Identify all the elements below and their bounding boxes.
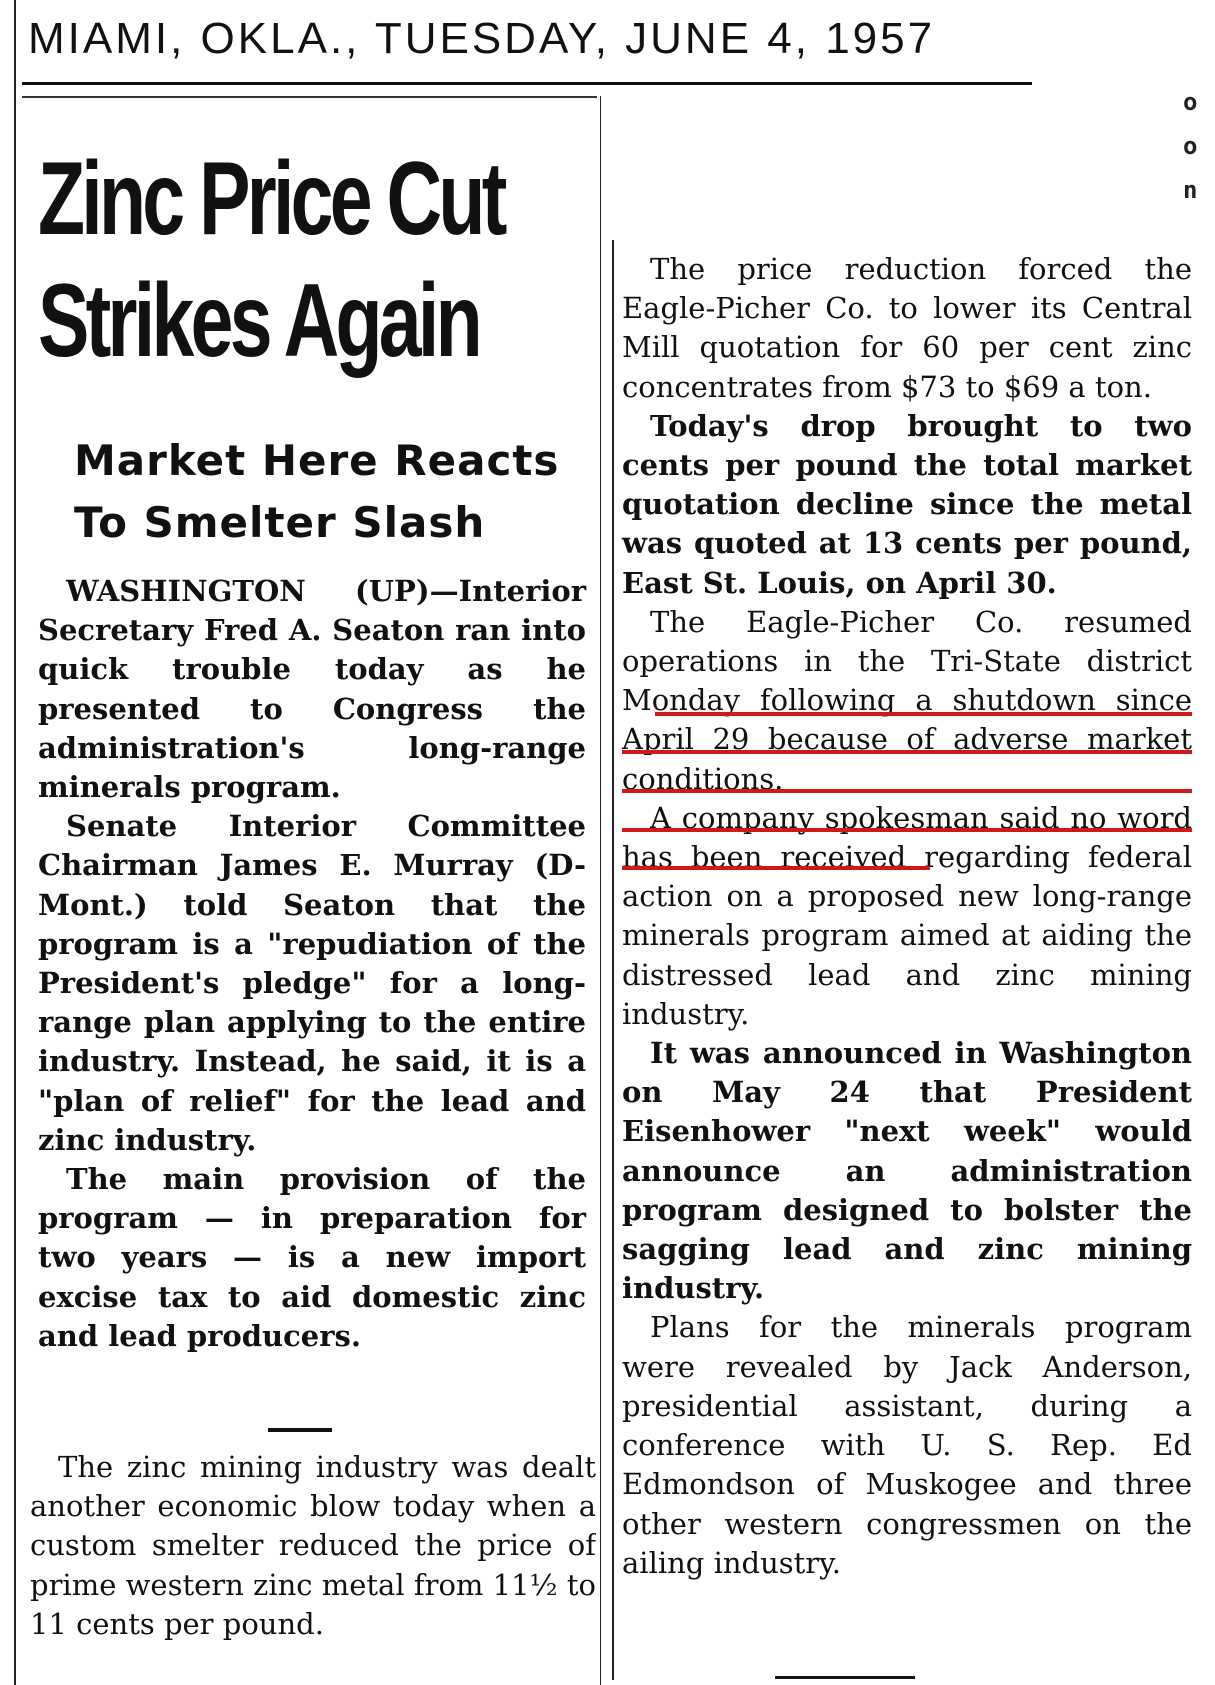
paragraph: The price reduction forced the Eagle-Picher Co. to lower its Central Mill quotation for 60 per cent zinc concentrates from $73 to $69 a ton. bbox=[622, 252, 1192, 404]
paragraph-bold: Today's drop brought to two cents per pound the total market quotation decline since the metal was quoted at 13 cents per pound, East St. Louis, on April 30. bbox=[622, 408, 1192, 600]
paragraph-lead: WASHINGTON (UP)—Interior Secretary Fred A. Seaton ran into quick trouble today as he presented to Congress the administration's long-range minerals program. bbox=[38, 574, 586, 805]
highlight-underline bbox=[622, 789, 1192, 793]
subheadline bbox=[74, 430, 594, 554]
right-column-rule bbox=[612, 240, 614, 1680]
paragraph: A company spokesman said no word has been received regarding federal action on a proposed new long-range minerals program aimed at aiding the distressed lead and zinc mining industry. bbox=[622, 800, 1192, 1031]
left-column-regular bbox=[30, 1448, 596, 1678]
column-divider bbox=[600, 96, 601, 1685]
highlight-underline bbox=[655, 712, 1192, 716]
paragraph: Senate Interior Committee Chairman James E. Murray (D-Mont.) told Seaton that the program is a "repudiation of the President's pledge" for a long-range plan applying to the entire industry. Instead, he said, it is a "plan of relief" for the lead and zinc industry. bbox=[38, 809, 586, 1157]
highlighted-paragraph: The Eagle-Picher Co. resumed operations in the Tri-State district Monday following a shutdown since April 29 because of adverse market conditions. bbox=[622, 604, 1192, 796]
section-dash bbox=[268, 1428, 332, 1432]
edge-letter: o bbox=[1183, 132, 1198, 160]
edge-letter: n bbox=[1183, 176, 1198, 204]
subheadline-line-1: Market Here Reacts bbox=[74, 436, 560, 485]
section-dash bbox=[775, 1676, 915, 1679]
dateline: MIAMI, OKLA., TUESDAY, JUNE 4, 1957 bbox=[28, 14, 936, 63]
paragraph: The zinc mining industry was dealt another economic blow today when a custom smelter reduced the price of prime western zinc metal from 11½ to 11 cents per pound. bbox=[30, 1450, 596, 1641]
top-rule-secondary bbox=[22, 96, 597, 98]
left-edge-rule bbox=[14, 0, 16, 1685]
top-rule bbox=[22, 82, 1032, 85]
highlight-underline bbox=[622, 828, 1192, 832]
headline-line-1: Zinc Price Cut bbox=[38, 141, 504, 257]
highlight-underline bbox=[622, 750, 1192, 754]
paragraph: The main provision of the program — in preparation for two years — is a new import excise tax to aid domestic zinc and lead producers. bbox=[38, 1162, 586, 1353]
highlight-underline bbox=[622, 866, 930, 870]
headline-line-2: Strikes Again bbox=[38, 263, 479, 379]
subheadline-line-2: To Smelter Slash bbox=[74, 498, 486, 547]
adjacent-column-fragment bbox=[1183, 80, 1197, 212]
paragraph: Plans for the minerals program were revealed by Jack Anderson, presidential assistant, during a conference with U. S. Rep. Ed Edmondson of Muskogee and three other western congressmen on the ailing industry. bbox=[622, 1310, 1192, 1580]
edge-letter: o bbox=[1183, 88, 1198, 116]
right-column bbox=[622, 250, 1192, 1583]
paragraph-bold: It was announced in Washington on May 24 that President Eisenhower "next week" would announce an administration program designed to bolster the sagging lead and zinc mining industry. bbox=[622, 1036, 1192, 1306]
left-column-bold bbox=[38, 572, 586, 1356]
headline bbox=[38, 138, 504, 382]
